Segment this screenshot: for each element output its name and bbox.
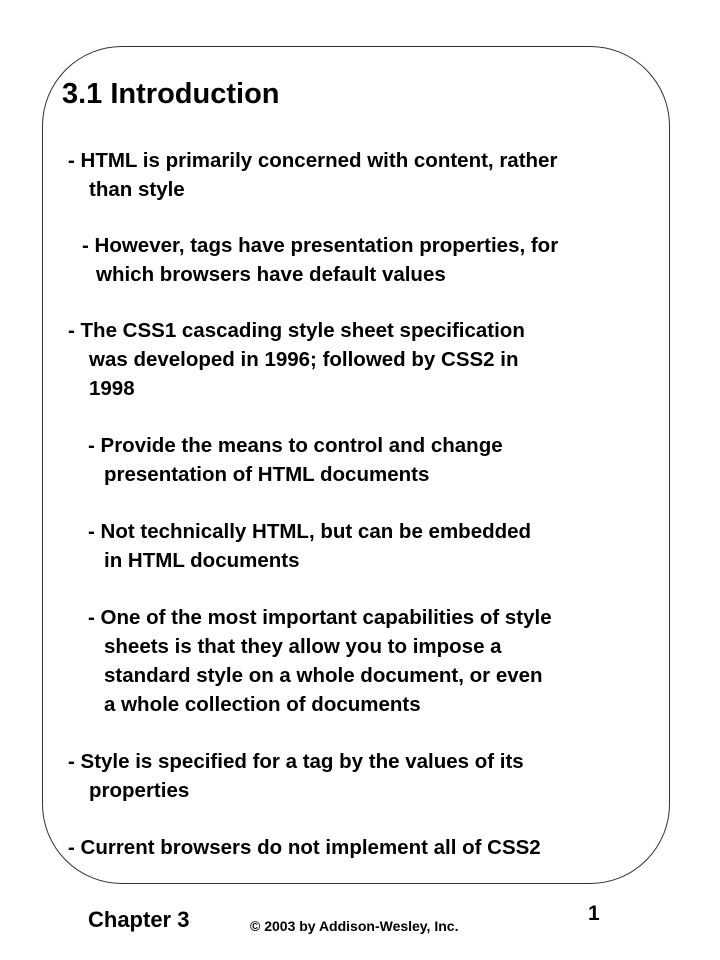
footer-chapter: Chapter 3 xyxy=(88,907,190,932)
bullet-line: - The CSS1 cascading style sheet specification xyxy=(68,319,525,342)
bullet-line: a whole collection of documents xyxy=(104,693,421,716)
footer-copyright: © 2003 by Addison-Wesley, Inc. xyxy=(250,918,459,934)
bullet-presentation-properties xyxy=(82,231,558,289)
bullet-style-properties xyxy=(68,747,524,805)
bullet-line: which browsers have default values xyxy=(96,263,446,286)
bullet-line: - One of the most important capabilities of style xyxy=(88,606,552,629)
bullet-line: - Not technically HTML, but can be embedded xyxy=(88,520,532,543)
bullet-line: 1998 xyxy=(89,377,135,400)
bullet-css-specification xyxy=(68,316,525,403)
bullet-line: presentation of HTML documents xyxy=(104,463,430,486)
bullet-line: than style xyxy=(89,178,185,201)
bullet-line: - However, tags have presentation properties, for xyxy=(82,234,559,257)
page-number: 1 xyxy=(588,902,600,925)
bullet-line: sheets is that they allow you to impose a xyxy=(104,635,502,658)
bullet-html-content xyxy=(68,146,557,204)
bullet-line: - Current browsers do not implement all of CSS2 xyxy=(68,836,541,859)
bullet-line: - HTML is primarily concerned with content, rather xyxy=(68,149,558,172)
bullet-line: standard style on a whole document, or even xyxy=(104,664,543,687)
bullet-line: properties xyxy=(89,779,190,802)
bullet-line: was developed in 1996; followed by CSS2 in xyxy=(89,348,519,371)
bullet-not-html xyxy=(88,517,531,575)
bullet-line: in HTML documents xyxy=(104,549,300,572)
bullet-standard-style xyxy=(88,603,552,719)
bullet-line: - Provide the means to control and change xyxy=(88,434,503,457)
bullet-browser-support xyxy=(68,833,541,862)
bullet-control-presentation xyxy=(88,431,503,489)
bullet-line: - Style is specified for a tag by the values of its xyxy=(68,750,524,773)
slide-title: 3.1 Introduction xyxy=(62,78,280,110)
